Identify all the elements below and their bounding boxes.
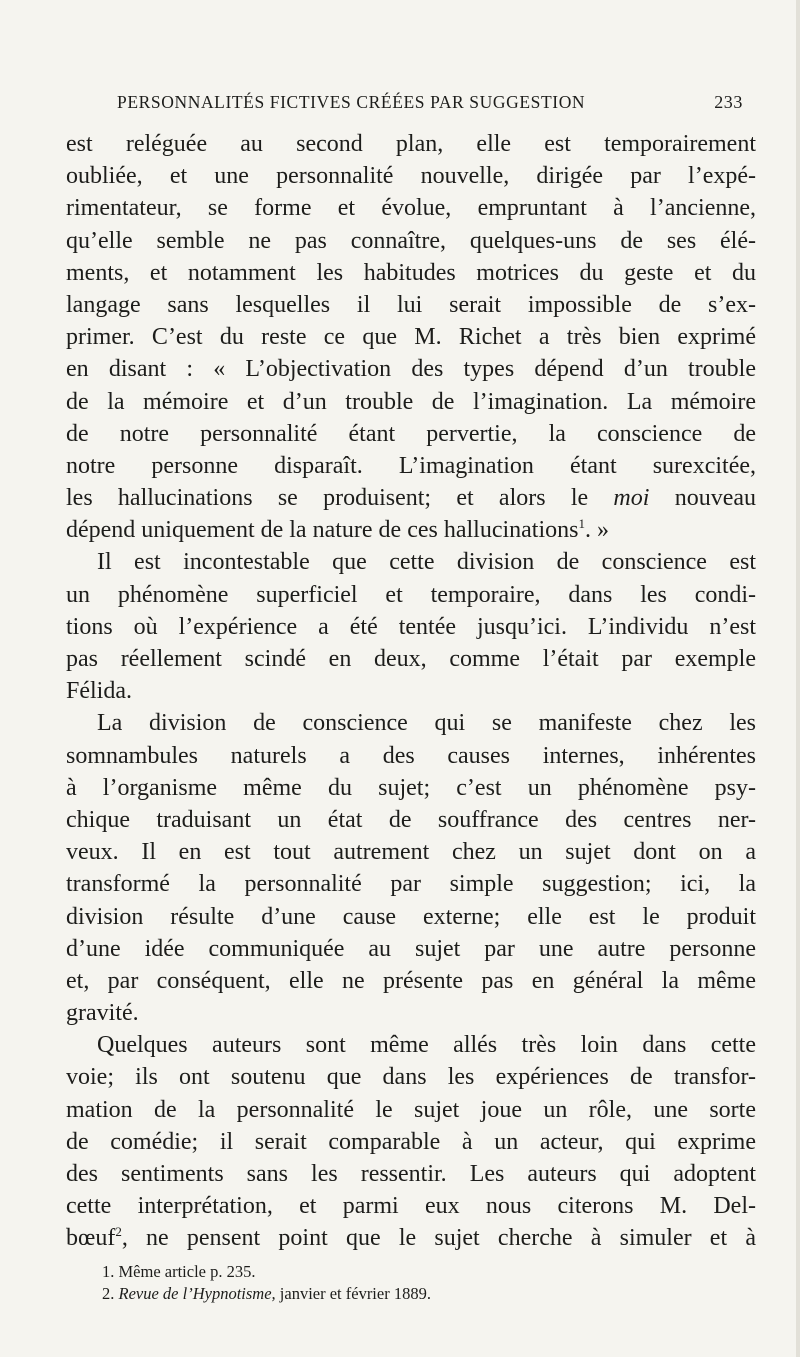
text-line: oubliée, et une personnalité nouvelle, dirigée par l’expé- — [66, 163, 756, 190]
text-line: Il est incontestable que cette division de conscience est — [97, 549, 756, 576]
footnote-text: Même article p. 235. — [118, 1262, 256, 1281]
footnote-1 — [102, 1261, 742, 1283]
text-line: tions où l’expérience a été tentée jusqu’ici. L’individu n’est — [66, 613, 756, 640]
text-line: mation de la personnalité le sujet joue un rôle, une sorte — [66, 1096, 756, 1123]
text-line — [66, 514, 756, 546]
text-line: pas réellement scindé en deux, comme l’était par exemple — [66, 646, 756, 672]
footnote-marker: 1. — [102, 1262, 115, 1281]
text-segment: , ne pensent point que le sujet cherche à simuler et à — [121, 1225, 756, 1252]
text-line: Quelques auteurs sont même allés très loin dans cette — [97, 1032, 756, 1059]
footnote-source-title: Revue de l’Hypnotisme, — [118, 1284, 276, 1303]
text-line: et, par conséquent, elle ne présente pas en général la même — [66, 967, 756, 994]
text-line: gravité. — [66, 1000, 139, 1027]
footnote-marker: 2. — [102, 1284, 115, 1303]
text-line: Félida. — [66, 678, 132, 705]
text-line: chique traduisant un état de souffrance des centres ner- — [66, 806, 756, 833]
text-line: un phénomène superficiel et temporaire, dans les condi- — [66, 581, 756, 608]
text-line: voie; ils ont soutenu que dans les expériences de transfor- — [66, 1064, 756, 1091]
text-line — [66, 482, 756, 514]
footnote-ref: 1 — [578, 516, 585, 532]
running-header — [117, 92, 743, 118]
page-number: 233 — [714, 92, 743, 112]
text-line: notre personne disparaît. L’imagination étant surexcitée, — [66, 452, 756, 479]
body-text — [66, 128, 756, 1255]
page-edge — [796, 0, 800, 1357]
text-line: cette interprétation, et parmi eux nous citerons M. Del- — [66, 1193, 756, 1220]
text-line: de la mémoire et d’un trouble de l’imagination. La mémoire — [66, 388, 756, 415]
italic-word: moi — [613, 485, 650, 512]
text-line: des sentiments sans les ressentir. Les auteurs qui adoptent — [66, 1161, 756, 1187]
footnote-text: janvier et février 1889. — [279, 1284, 431, 1303]
text-line: est reléguée au second plan, elle est temporairement — [66, 131, 756, 157]
text-line: veux. Il en est tout autrement chez un sujet dont on a — [66, 839, 756, 866]
text-line: somnambules naturels a des causes internes, inhérentes — [66, 742, 756, 769]
text-segment: bœuf — [66, 1225, 116, 1252]
text-line: d’une idée communiquée au sujet par une autre personne — [66, 935, 756, 962]
footnote-2 — [102, 1283, 742, 1305]
text-line: transformé la personnalité par simple suggestion; ici, la — [66, 871, 756, 898]
text-line: division résulte d’une cause externe; elle est le produit — [66, 903, 756, 930]
text-line: en disant : « L’objectivation des types dépend d’un trouble — [66, 356, 756, 383]
text-line: langage sans lesquelles il lui serait impossible de s’ex- — [66, 291, 756, 318]
text-line: qu’elle semble ne pas connaître, quelques-uns de ses élé- — [66, 227, 756, 254]
text-line: rimentateur, se forme et évolue, empruntant à l’ancienne, — [66, 195, 756, 222]
text-segment: . » — [584, 517, 609, 544]
text-line: La division de conscience qui se manifeste chez les — [97, 710, 756, 737]
text-segment: les hallucinations se produisent; et alors le — [66, 485, 589, 512]
text-line: à l’organisme même du sujet; c’est un phénomène psy- — [66, 774, 756, 801]
text-line — [66, 1222, 756, 1254]
text-segment: dépend uniquement de la nature de ces hallucinations — [66, 517, 579, 544]
footnote-ref: 2 — [115, 1224, 122, 1240]
text-line: de comédie; il serait comparable à un acteur, qui exprime — [66, 1128, 756, 1155]
text-line: de notre personnalité étant pervertie, la conscience de — [66, 420, 756, 447]
running-title: PERSONNALITÉS FICTIVES CRÉÉES PAR SUGGESTION — [117, 92, 586, 112]
text-line: primer. C’est du reste ce que M. Richet a très bien exprimé — [66, 324, 756, 351]
footnotes — [102, 1261, 742, 1305]
text-line: ments, et notamment les habitudes motrices du geste et du — [66, 259, 756, 286]
text-segment: nouveau — [674, 485, 756, 512]
